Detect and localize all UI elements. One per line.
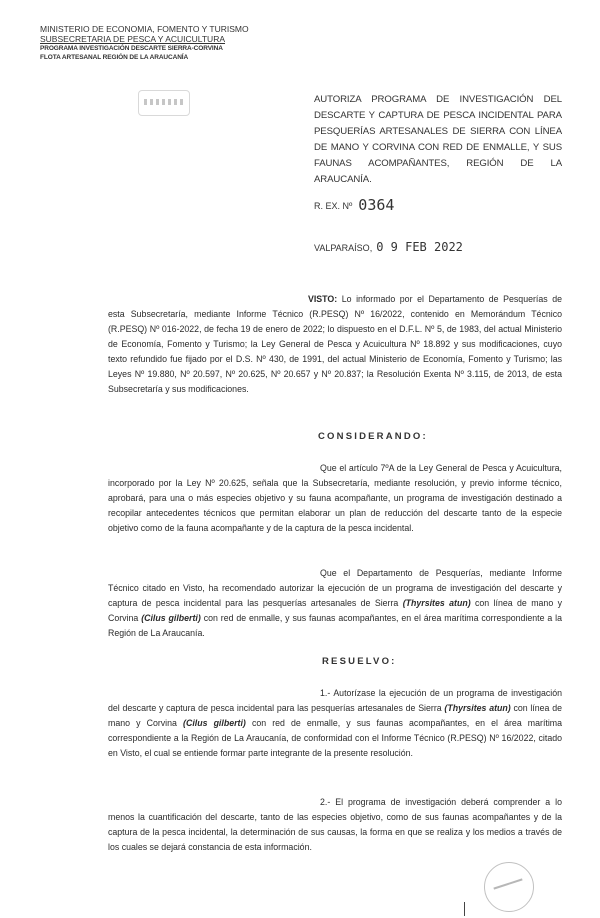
resolution-number: [314, 196, 394, 214]
species-corvina: (Cilus gilberti): [141, 613, 201, 623]
resolution-label: R. EX. Nº: [314, 201, 353, 211]
visto-label: VISTO:: [308, 294, 338, 304]
resuelvo-text-1b: con línea de mano y Corvina: [108, 703, 562, 728]
resuelvo-item-2: [108, 795, 562, 855]
considerando-paragraph-2: [108, 566, 562, 641]
reception-stamp: [138, 90, 190, 116]
visto-text: Lo informado por el Departamento de Pesquerías de esta Subsecretaría, mediante Informe Técnico (R.PESQ) Nº 16/2022, contenido en Memorándum Técnico (R.PESQ) Nº 016-2022, de fecha 19 de enero de 2022; lo dispuesto en el D.F.L. Nº 5, de 1983, del actual Ministerio de Economía, Fomento y Turismo; la Ley General de Pesca y Acuicultura Nº 18.892 y sus modificaciones, cuyo texto refundido fue fijado por el D.S. Nº 430, de 1991, del actual Ministerio de Economía, Fomento y Turismo; las Leyes Nº 19.880, Nº 20.597, Nº 20.625, Nº 20.657 y Nº 20.837; la Resolución Exenta Nº 3.115, de 2013, de esta Subsecretaría y sus modificaciones.: [108, 294, 562, 394]
resolution-value: 0364: [358, 196, 395, 214]
letterhead: [40, 24, 249, 62]
signature-mark: [464, 902, 465, 916]
considerando-text-2b: con línea de mano y Corvina: [108, 598, 562, 623]
resuelvo-heading: RESUELVO:: [322, 656, 397, 667]
resuelvo-text-1c: con red de enmalle, y sus faunas acompañantes, en el área marítima correspondiente a la Región de La Araucanía, de conformidad con el Informe Técnico (R.PESQ) Nº 16/2022, citado en Visto, el cual se entiende formar parte integrante de la presente resolución.: [108, 718, 563, 758]
program-name: PROGRAMA INVESTIGACIÓN DESCARTE SIERRA-CORVINA: [40, 45, 223, 52]
considerando-text-2c: con red de enmalle, y sus faunas acompañantes, en el área marítima correspondiente a la Región de La Araucanía.: [108, 613, 562, 638]
considerando-paragraph-1: [108, 461, 562, 536]
visto-paragraph: [108, 292, 562, 397]
considerando-heading: CONSIDERANDO:: [318, 431, 428, 442]
subsecretaria-name: SUBSECRETARIA DE PESCA Y ACUICULTURA: [40, 34, 226, 44]
resuelvo-item-1: [108, 686, 562, 761]
fleet-name: FLOTA ARTESANAL REGIÓN DE LA ARAUCANÍA: [40, 54, 189, 61]
species-sierra: (Thyrsites atun): [402, 598, 471, 608]
signature-stamp: [484, 862, 534, 912]
date-stamp: 0 9 FEB 2022: [376, 240, 463, 254]
document-title: AUTORIZA PROGRAMA DE INVESTIGACIÓN DEL DESCARTE Y CAPTURA DE PESCA INCIDENTAL PARA PESQUERÍAS ARTESANALES DE SIERRA CON LÍNEA DE MANO Y CORVINA CON RED DE ENMALLE, Y SUS FAUNAS ACOMPAÑANTES, REGIÓN DE LA ARAUCANÍA.: [314, 94, 562, 185]
place-date: [314, 240, 463, 254]
species-corvina-2: (Cilus gilberti): [183, 718, 246, 728]
ministry-name: MINISTERIO DE ECONOMIA, FOMENTO Y TURISMO: [40, 24, 249, 34]
city: VALPARAÍSO,: [314, 243, 373, 253]
species-sierra-2: (Thyrsites atun): [444, 703, 511, 713]
resuelvo-text-1a: 1.- Autorízase la ejecución de un programa de investigación del descarte y captura de pesca incidental para las pesquerías artesanales de Sierra: [108, 688, 562, 713]
considerando-text-1: Que el artículo 7ºA de la Ley General de Pesca y Acuicultura, incorporado por la Ley Nº 20.625, señala que la Subsecretaría, mediante resolución, y previo informe técnico, aprobará, para una o más especies objetivo y su fauna acompañante, un programa de investigación destinado a recopilar antecedentes técnicos que permitan elaborar un plan de reducción del descarte tanto de la especie objetivo como de la fauna acompañante y de la captura de la pesca incidental.: [108, 463, 562, 533]
considerando-text-2a: Que el Departamento de Pesquerías, mediante Informe Técnico citado en Visto, ha recomendado autorizar la ejecución de un programa de investigación del descarte y captura de pesca incidental para las pesquerías artesanales de Sierra: [108, 568, 562, 608]
resuelvo-text-2: 2.- El programa de investigación deberá comprender a lo menos la cuantificación del descarte, tanto de las especies objetivo, como de sus faunas acompañantes y de la captura de la pesca incidental, la determinación de sus causas, la forma en que se realiza y los medios a través de los cuales se dejará constancia de esta información.: [108, 797, 562, 852]
